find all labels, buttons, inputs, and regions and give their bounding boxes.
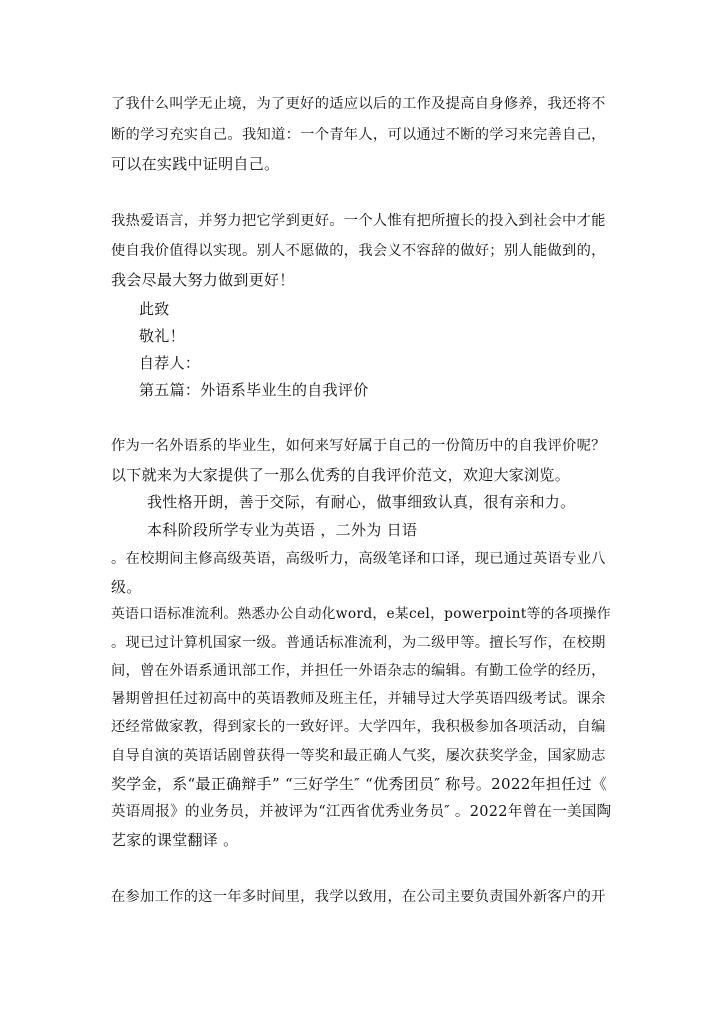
paragraph-3-line: 作为一名外语系的毕业生，如何来写好属于自己的一份简历中的自我评价呢？ (111, 438, 606, 454)
sample-skills-line: 奖学金，系“最正确辩手” “三好学生″ “优秀团员″ 称号。2022年担任过《 (111, 775, 608, 793)
paragraph-1-line: 了我什么叫学无止境，为了更好的适应以后的工作及提高自身修养，我还将不 (111, 96, 606, 112)
sample-skills-line: 英语周报》的业务员，并被评为“江西省优秀业务员″ 。2022年曾在一美国陶 (111, 804, 612, 820)
sample-skills-line: 自导自演的英语话剧曾获得一等奖和最正确人气奖，屡次获奖学金，国家励志 (111, 748, 606, 764)
sample-skills-line: 。现已过计算机国家一级。普通话标准流利，为二级甲等。擅长写作，在校期 (111, 635, 606, 651)
closing-jing-li: 敬礼！ (139, 327, 185, 345)
paragraph-2-line: 使自我价值得以实现。别人不愿做的，我会义不容辞的做好；别人能做到的， (111, 243, 606, 259)
paragraph-1-line: 断的学习充实自己。我知道：一个青年人，可以通过不断的学习来完善自己， (111, 127, 606, 143)
sample-skills-line: 间，曾在外语系通讯部工作，并担任一外语杂志的编辑。有勤工俭学的经历， (111, 663, 606, 679)
sample-skills-line: 艺家的课堂翻译 。 (111, 831, 239, 849)
sample-skills-line: 英语口语标准流利。熟悉办公自动化word，e某cel，powerpoint等的各项操作 (111, 606, 611, 622)
paragraph-2-line: 我热爱语言，并努力把它学到更好。一个人惟有把所擅长的投入到社会中才能 (111, 213, 606, 229)
sample-personality: 我性格开朗，善于交际，有耐心，做事细致认真，很有亲和力。 (147, 493, 576, 511)
sample-skills-line: 还经常做家教，得到家长的一致好评。大学四年，我积极参加各项活动，自编 (111, 719, 606, 735)
sample-major: 本科阶段所学专业为英语 ，二外为 日语 (147, 521, 418, 539)
section-title: 第五篇：外语系毕业生的自我评价 (139, 381, 369, 399)
sample-skills-line: 暑期曾担任过初高中的英语教师及班主任，并辅导过大学英语四级考试。课余 (111, 691, 606, 707)
sample-major-line: 。在校期间主修高级英语，高级听力，高级笔译和口译，现已通过英语专业八 (111, 551, 606, 567)
paragraph-1-line: 可以在实践中证明自己。 (111, 155, 280, 173)
paragraph-3-line: 以下就来为大家提供了一那么优秀的自我评价范文，欢迎大家浏览。 (111, 466, 571, 484)
closing-ci-zhi: 此致 (139, 300, 170, 318)
paragraph-2-line: 我会尽最大努力做到更好！ (111, 271, 295, 289)
self-recommender-label: 自荐人： (139, 354, 201, 372)
paragraph-4-line: 在参加工作的这一年多时间里，我学以致用，在公司主要负责国外新客户的开 (111, 889, 606, 905)
sample-major-line: 级。 (111, 578, 142, 596)
